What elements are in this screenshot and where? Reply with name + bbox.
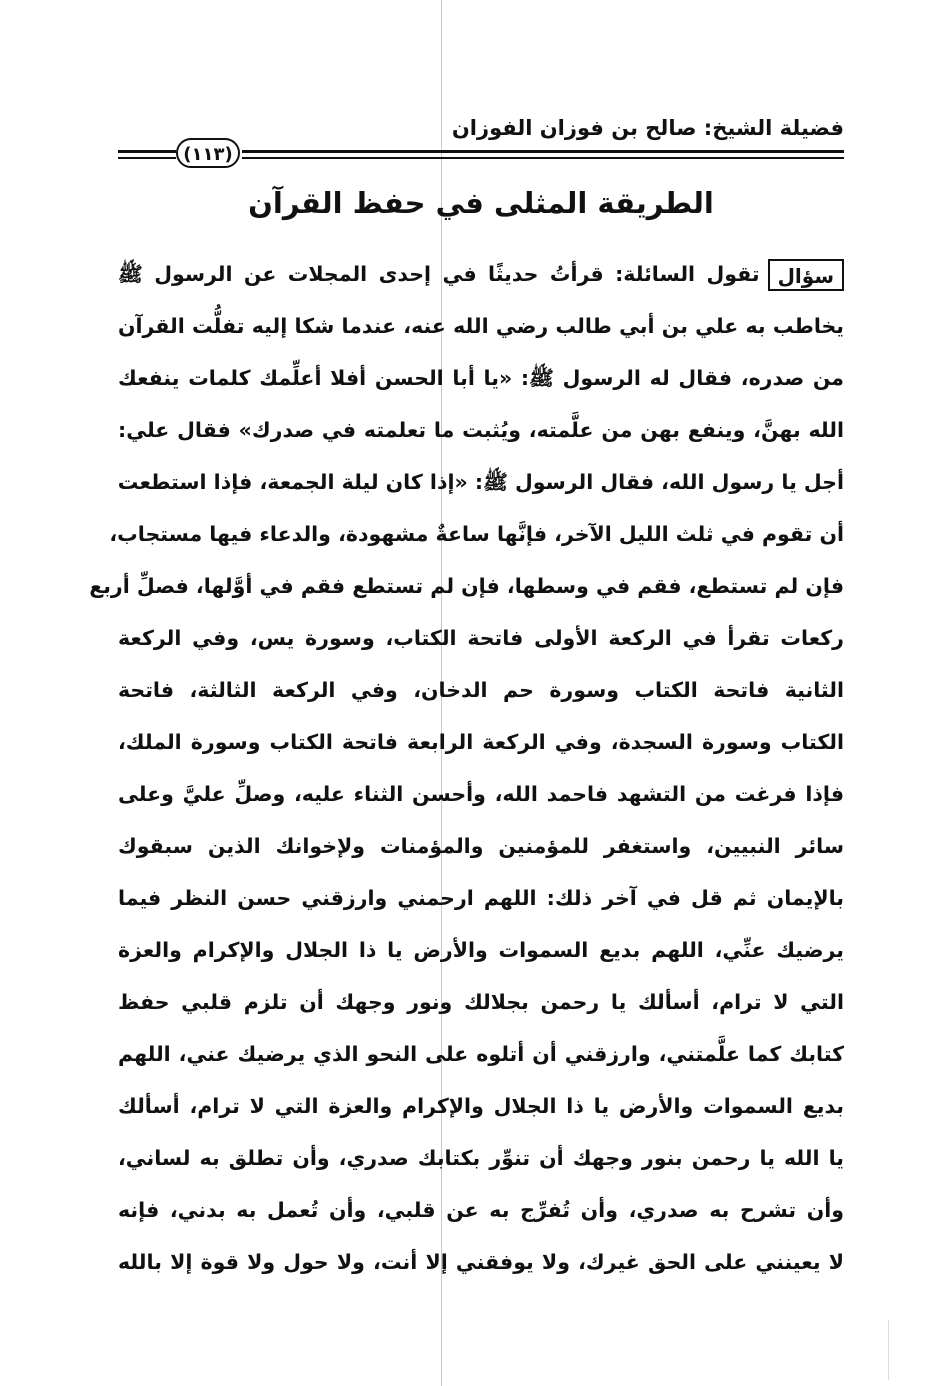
page-header (118, 116, 844, 166)
running-title: فضيلة الشيخ: صالح بن فوزان الفوزان (451, 116, 844, 140)
text-line: التي لا ترام، أسألك يا رحمن بجلالك ونور وجهك أن تلزم قلبي حفظ (118, 990, 844, 1014)
text-line: أجل يا رسول الله، فقال الرسول ﷺ: «إذا كان ليلة الجمعة، فإذا استطعت (117, 470, 844, 494)
text-line: الكتاب وسورة السجدة، وفي الركعة الرابعة فاتحة الكتاب وسورة الملك، (118, 730, 844, 754)
text-line: كتابك كما علَّمتني، وارزقني أن أتلوه على النحو الذي يرضيك عني، اللهم (118, 1042, 844, 1066)
question-label: سؤال (768, 259, 844, 291)
text-line: يرضيك عنِّي، اللهم بديع السموات والأرض يا ذا الجلال والإكرام والعزة (118, 938, 844, 962)
text-line: ركعات تقرأ في الركعة الأولى فاتحة الكتاب، وسورة يس، وفي الركعة (118, 626, 844, 650)
text-line: يا الله يا رحمن بنور وجهك أن تنوِّر بكتابك صدري، وأن تطلق به لساني، (118, 1146, 844, 1170)
text-line-content: تقول السائلة: قرأتُ حديثًا في إحدى المجلات عن الرسول ﷺ (118, 262, 760, 286)
text-line: فإذا فرغت من التشهد فاحمد الله، وأحسن الثناء عليه، وصلِّ عليَّ وعلى (118, 782, 844, 806)
header-rule (242, 150, 844, 159)
page-number: (١١٣) (176, 138, 240, 168)
text-line: وأن تشرح به صدري، وأن تُفرِّج به عن قلبي، وأن تُعمل به بدني، فإنه (118, 1198, 844, 1222)
text-line: الله بهنَّ، وينفع بهن من علَّمته، ويُثبت ما تعلمته في صدرك» فقال علي: (118, 418, 844, 442)
text-line: لا يعينني على الحق غيرك، ولا يوفقني إلا أنت، ولا حول ولا قوة إلا بالله (118, 1250, 844, 1274)
text-line: أن تقوم في ثلث الليل الآخر، فإنَّها ساعةٌ مشهودة، والدعاء فيها مستجاب، (109, 522, 844, 546)
page-edge-line (888, 1320, 889, 1380)
section-title: الطريقة المثلى في حفظ القرآن (248, 186, 714, 220)
text-line: فإن لم تستطع، فقم في وسطها، فإن لم تستطع فقم في أوَّلها، فصلِّ أربع (89, 574, 844, 598)
text-line (118, 248, 844, 300)
header-rule-left (118, 150, 176, 159)
text-line: من صدره، فقال له الرسول ﷺ: «يا أبا الحسن أفلا أعلِّمك كلمات ينفعك (118, 366, 844, 390)
text-line: بديع السموات والأرض يا ذا الجلال والإكرام والعزة التي لا ترام، أسألك (118, 1094, 844, 1118)
text-line: يخاطب به علي بن أبي طالب رضي الله عنه، عندما شكا إليه تفلُّت القرآن (118, 314, 844, 338)
text-line: سائر النبيين، واستغفر للمؤمنين والمؤمنات ولإخوانك الذين سبقوك (118, 834, 844, 858)
text-line: بالإيمان ثم قل في آخر ذلك: اللهم ارحمني وارزقني حسن النظر فيما (118, 886, 844, 910)
text-line: الثانية فاتحة الكتاب وسورة حم الدخان، وفي الركعة الثالثة، فاتحة (118, 678, 844, 702)
question-body (89, 248, 844, 1288)
